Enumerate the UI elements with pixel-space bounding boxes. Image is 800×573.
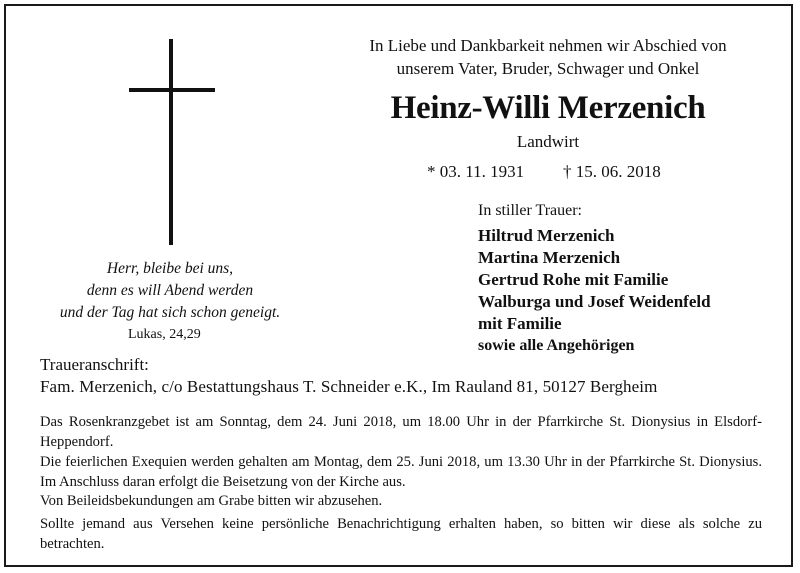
notice-condolences: Von Beileidsbekundungen am Grabe bitten wir abzusehen. — [40, 493, 383, 509]
notice-notification: Sollte jemand aus Versehen keine persönliche Benachrichtigung erhalten haben, so bitten wir diese als solche zu betrachten. — [40, 516, 762, 552]
deceased-name: Heinz-Willi Merzenich — [390, 90, 706, 126]
verse-source: Lukas, 24,29 — [128, 327, 201, 342]
intro-line: unserem Vater, Bruder, Schwager und Onkel — [396, 59, 700, 78]
mourners-title: In stiller Trauer: — [478, 202, 582, 219]
cross-icon-bar — [129, 88, 215, 92]
address-title: Traueranschrift: — [40, 355, 149, 374]
intro-line: In Liebe und Dankbarkeit nehmen wir Abschied von — [369, 36, 727, 55]
intro-text — [330, 34, 766, 80]
death-date: † 15. 06. 2018 — [563, 162, 661, 181]
notice-funeral: Die feierlichen Exequien werden gehalten am Montag, dem 25. Juni 2018, um 13.30 Uhr in der Pfarrkirche St. Dionysius. Im Anschluss daran erfolgt die Beisetzung von der Kirche aus. — [40, 454, 762, 490]
address-line: Fam. Merzenich, c/o Bestattungshaus T. Schneider e.K., Im Rauland 81, 50127 Bergheim — [40, 377, 658, 396]
bible-verse — [20, 258, 320, 324]
mourner-name: Martina Merzenich — [478, 248, 621, 267]
mourners-list — [478, 225, 711, 357]
birth-date: * 03. 11. 1931 — [427, 162, 525, 181]
mourner-name: sowie alle Angehörigen — [478, 337, 635, 354]
mourner-name: Gertrud Rohe mit Familie — [478, 270, 669, 289]
verse-line: denn es will Abend werden — [86, 282, 254, 299]
deceased-occupation: Landwirt — [516, 132, 580, 151]
mourner-name: Hiltrud Merzenich — [478, 226, 615, 245]
verse-line: Herr, bleibe bei uns, — [106, 260, 234, 277]
notice-rosary: Das Rosenkranzgebet ist am Sonntag, dem 24. Juni 2018, um 18.00 Uhr in der Pfarrkirche St. Dionysius in Elsdorf-Heppendorf. — [40, 414, 762, 450]
mourner-name: mit Familie — [478, 314, 562, 333]
mourner-name: Walburga und Josef Weidenfeld — [478, 292, 711, 311]
verse-line: und der Tag hat sich schon geneigt. — [59, 304, 281, 321]
cross-icon — [169, 39, 173, 245]
